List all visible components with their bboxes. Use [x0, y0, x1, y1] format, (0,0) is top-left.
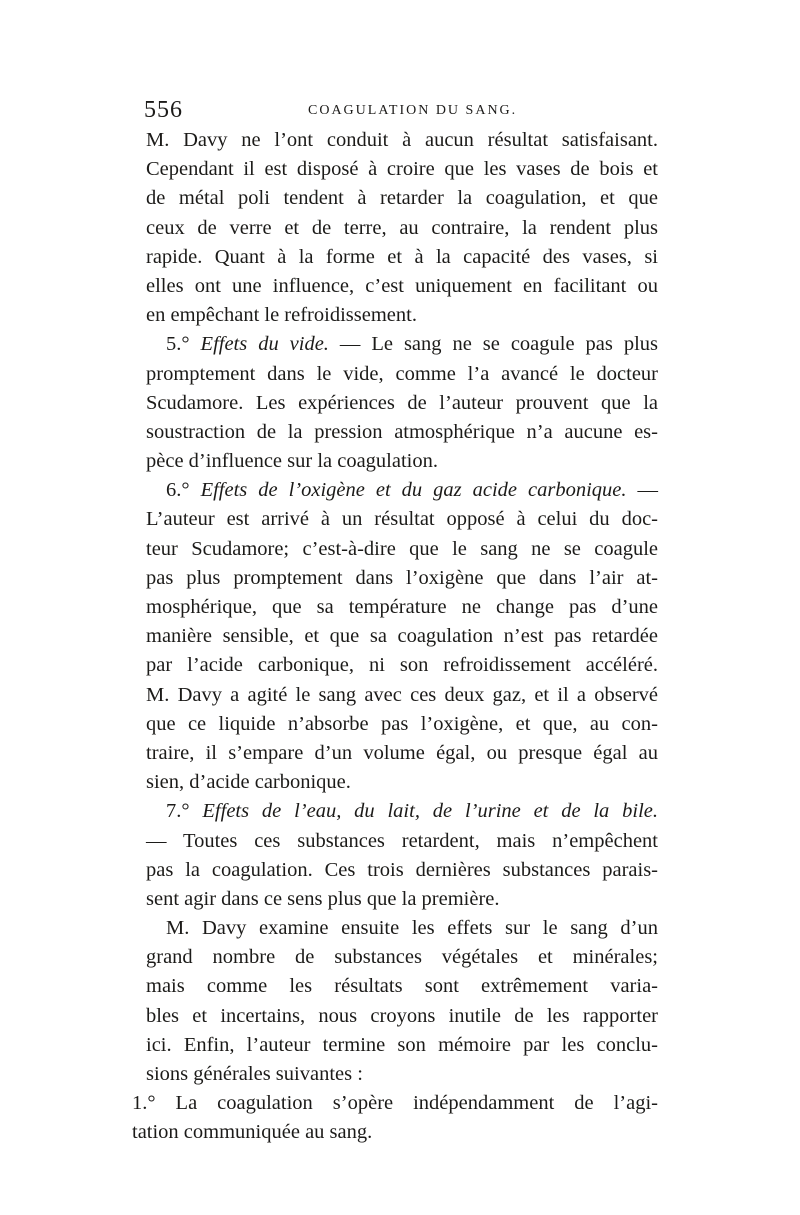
text-line: rapide. Quant à la forme et à la capacité des vases, si	[146, 245, 658, 268]
text-line: pas la coagulation. Ces trois dernières substances parais-	[146, 858, 658, 881]
text-line: mosphérique, que sa température ne change pas d’une	[146, 596, 658, 618]
text-line: pas plus promptement dans l’oxigène que dans l’air at-	[146, 566, 658, 589]
text-line: tation communiquée au sang.	[132, 1121, 373, 1144]
section-number: 5.°	[166, 333, 201, 356]
page-header	[140, 95, 660, 125]
section-lead: —	[626, 479, 659, 502]
text-line: ceux de verre et de terre, au contraire, la rendent plus	[146, 216, 658, 239]
section-heading-line	[146, 330, 658, 359]
section-number: 6.°	[166, 479, 201, 502]
section-number: 7.°	[166, 800, 203, 823]
text-line: sien, d’acide carbonique.	[146, 771, 351, 794]
text-line: traire, il s’empare d’un volume égal, ou presque égal au	[146, 741, 658, 764]
section-heading-line	[146, 797, 658, 826]
text-line: en empêchant le refroidissement.	[146, 304, 417, 327]
text-line: sent agir dans ce sens plus que la première.	[146, 887, 500, 910]
text-line: bles et incertains, nous croyons inutile de les rapporter	[146, 1004, 658, 1027]
section-title: Effets du vide.	[200, 333, 329, 356]
text-line: sions générales suivantes :	[146, 1063, 363, 1085]
text-line: Scudamore. Les expériences de l’auteur prouvent que la	[146, 391, 658, 414]
section-heading-line	[146, 476, 658, 505]
text-line: promptement dans le vide, comme l’a avancé le docteur	[146, 362, 658, 385]
text-line: par l’acide carbonique, ni son refroidissement accéléré.	[146, 654, 658, 677]
text-line: pèce d’influence sur la coagulation.	[146, 450, 438, 473]
text-line: soustraction de la pression atmosphérique n’a aucune es-	[146, 420, 658, 443]
text-line: de métal poli tendent à retarder la coagulation, et que	[146, 187, 658, 210]
text-line: elles ont une influence, c’est uniquement en facilitant ou	[146, 274, 658, 297]
section-title: Effets de l’eau, du lait, de l’urine et de la bile.	[202, 800, 658, 823]
text-line: — Toutes ces substances retardent, mais n’empêchent	[146, 829, 658, 852]
text-line: que ce liquide n’absorbe pas l’oxigène, et que, au con-	[146, 712, 658, 735]
text-line: Cependant il est disposé à croire que les vases de bois et	[146, 158, 658, 181]
running-head: COAGULATION DU SANG.	[308, 103, 518, 118]
text-line: teur Scudamore; c’est-à-dire que le sang ne se coagule	[146, 537, 658, 560]
text-line: M. Davy a agité le sang avec ces deux gaz, et il a observé	[146, 683, 658, 706]
text-line: L’auteur est arrivé à un résultat opposé à celui du doc-	[146, 508, 658, 531]
text-line: mais comme les résultats sont extrêmement varia-	[146, 975, 658, 998]
text-line: ici. Enfin, l’auteur termine son mémoire par les conclu-	[146, 1033, 658, 1056]
body-text	[132, 126, 659, 1148]
page-number: 556	[144, 97, 183, 123]
text-line: 1.° La coagulation s’opère indépendamment de l’agi-	[132, 1092, 658, 1115]
text-line: grand nombre de substances végétales et minérales;	[146, 946, 658, 969]
text-line: M. Davy examine ensuite les effets sur le sang d’un	[166, 917, 658, 940]
section-lead: — Le sang ne se coagule pas plus	[328, 333, 658, 356]
text-line: M. Davy ne l’ont conduit à aucun résultat satisfaisant.	[146, 129, 658, 151]
text-line: manière sensible, et que sa coagulation n’est pas retardée	[146, 625, 658, 648]
section-title: Effets de l’oxigène et du gaz acide carbonique.	[200, 479, 627, 502]
